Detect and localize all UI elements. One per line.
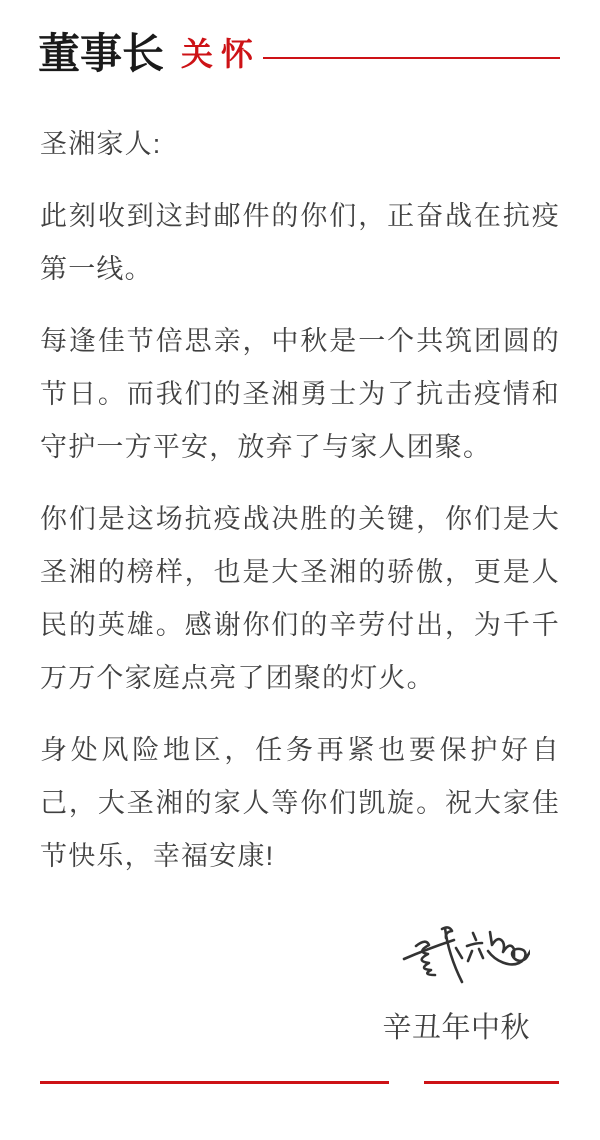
title-underline-rule — [263, 57, 560, 59]
page-header — [0, 0, 600, 78]
signature-image — [370, 902, 530, 994]
letter-body — [0, 118, 600, 1044]
paragraph-2: 每逢佳节倍思亲，中秋是一个共筑团圆的节日。而我们的圣湘勇士为了抗击疫情和守护一方平安，放弃了与家人团聚。 — [40, 326, 560, 462]
signature-block — [40, 902, 560, 1044]
paragraph-4: 身处风险地区，任务再紧也要保护好自己，大圣湘的家人等你们凯旋。祝大家佳节快乐，幸福安康! — [40, 735, 560, 871]
paragraph-3: 你们是这场抗疫战决胜的关键，你们是大圣湘的榜样，也是大圣湘的骄傲，更是人民的英雄。感谢你们的辛劳付出，为千千万万个家庭点亮了团聚的灯火。 — [40, 504, 560, 693]
page-title-accent: 关怀 — [181, 36, 262, 72]
footer-rule-long — [40, 1081, 389, 1084]
salutation: 圣湘家人: — [40, 129, 162, 159]
footer-rule-short — [424, 1081, 559, 1084]
paragraph-1: 此刻收到这封邮件的你们，正奋战在抗疫第一线。 — [40, 201, 560, 284]
date-line: 辛丑年中秋 — [382, 1012, 530, 1044]
page-title-primary: 董事长 — [38, 30, 165, 77]
